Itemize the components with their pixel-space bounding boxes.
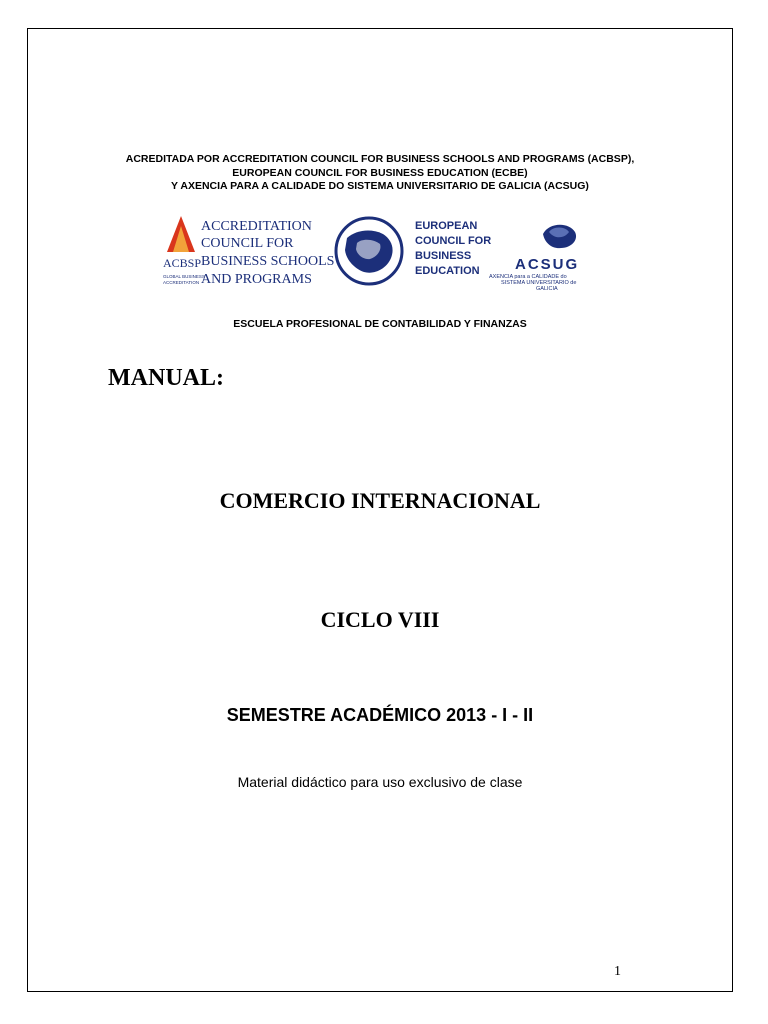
acsug-logo bbox=[489, 225, 579, 292]
acbsp-small-line-2: ACCREDITATION bbox=[163, 280, 200, 285]
page-number: 1 bbox=[614, 964, 621, 979]
acsug-name: ACSUG bbox=[515, 256, 580, 273]
document-page bbox=[27, 28, 733, 992]
ecbe-line-2: COUNCIL FOR bbox=[415, 235, 492, 247]
acbsp-line-4: AND PROGRAMS bbox=[201, 272, 312, 287]
accreditation-header bbox=[28, 153, 732, 194]
acsug-line-2: SISTEMA UNIVERSITARIO de bbox=[501, 280, 577, 286]
acbsp-small-line-1: GLOBAL BUSINESS bbox=[163, 274, 205, 279]
acsug-line-3: GALICIA bbox=[536, 286, 558, 292]
acbsp-line-3: BUSINESS SCHOOLS bbox=[201, 254, 335, 269]
material-note: Material didáctico para uso exclusivo de clase bbox=[237, 774, 523, 790]
accreditation-line-1: ACREDITADA POR ACCREDITATION COUNCIL FOR BUSINESS SCHOOLS AND PROGRAMS (ACBSP), bbox=[125, 153, 635, 165]
acsug-line-1: AXENCIA para a CALIDADE do bbox=[489, 274, 567, 280]
course-title: COMERCIO INTERNACIONAL bbox=[219, 488, 541, 513]
ecbe-logo bbox=[336, 218, 491, 284]
acbsp-logo bbox=[163, 216, 334, 287]
school-name: ESCUELA PROFESIONAL DE CONTABILIDAD Y FINANZAS bbox=[233, 318, 527, 330]
accreditation-line-3: Y AXENCIA PARA A CALIDADE DO SISTEMA UNIVERSITARIO DE GALICIA (ACSUG) bbox=[171, 180, 589, 192]
acbsp-abbr: ACBSP bbox=[163, 256, 202, 270]
acbsp-line-1: ACCREDITATION bbox=[201, 219, 312, 234]
accreditation-logos bbox=[161, 212, 611, 292]
cycle-title: CICLO VIII bbox=[320, 607, 440, 632]
manual-label: MANUAL: bbox=[108, 365, 224, 391]
acbsp-line-2: COUNCIL FOR bbox=[201, 236, 294, 251]
ecbe-line-4: EDUCATION bbox=[415, 265, 480, 277]
ecbe-line-1: EUROPEAN bbox=[415, 220, 478, 232]
semester-title: SEMESTRE ACADÉMICO 2013 - I - II bbox=[226, 705, 534, 725]
ecbe-line-3: BUSINESS bbox=[415, 250, 472, 262]
accreditation-line-2: EUROPEAN COUNCIL FOR BUSINESS EDUCATION (ECBE) bbox=[232, 166, 528, 179]
